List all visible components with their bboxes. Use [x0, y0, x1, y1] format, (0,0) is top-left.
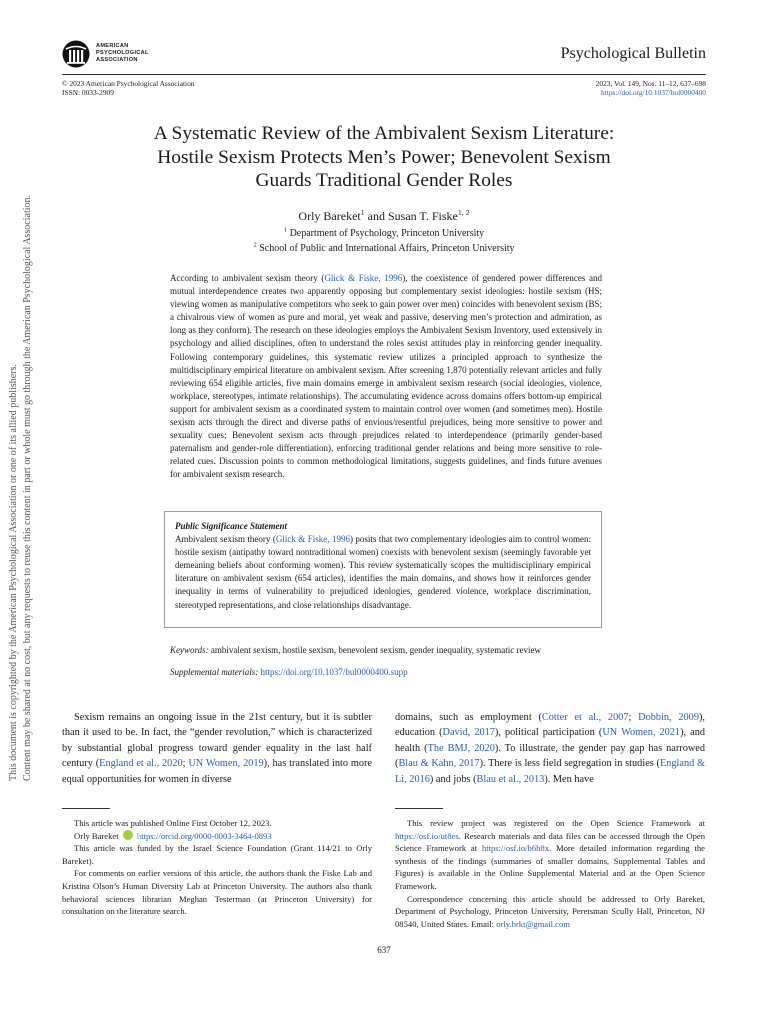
affiliation-marker: 2	[253, 241, 257, 249]
doi-link[interactable]: https://doi.org/10.1037/bul0000400	[601, 87, 706, 97]
publisher-line: ASSOCIATION	[96, 57, 138, 63]
orcid-note	[62, 830, 372, 843]
citation-link[interactable]: UN Women, 2021	[602, 727, 681, 739]
publisher-line: PSYCHOLOGICAL	[96, 50, 149, 56]
sidebar-line: Content may be shared at no cost, but any requests to reuse this content in part or whole must go through the American Psychological Association.	[22, 195, 33, 781]
significance-heading: Public Significance Statement	[175, 521, 287, 531]
footnote-text: Correspondence concerning this article should be addressed to Orly Bareket, Department of Psychology, Princeton University, Peretsman Scully Hall, Princeton, NJ 08540, United States. Email:	[395, 893, 705, 929]
journal-name: Psychological Bulletin	[560, 45, 706, 62]
body-text: ). There is less field segregation in studies (	[479, 758, 660, 770]
affiliation-marker: 1	[283, 226, 288, 234]
orcid-author: Orly Bareket	[74, 830, 119, 841]
copyright: © 2023 American Psychological Association	[62, 79, 195, 88]
footnote-divider	[62, 808, 110, 809]
keywords	[170, 645, 541, 655]
header-divider	[62, 74, 706, 75]
published-note: This article was published Online First October 12, 2023.	[74, 818, 272, 828]
affiliation-text: Department of Psychology, Princeton University	[289, 228, 485, 239]
body-text: ;	[182, 758, 189, 770]
correspondence-note	[395, 893, 705, 931]
citation-link[interactable]: England et al., 2020	[99, 758, 183, 770]
abstract-text: According to ambivalent sexism theory (	[170, 273, 325, 283]
apa-logo	[62, 40, 202, 70]
keywords-text: ambivalent sexism, hostile sexism, benevolent sexism, gender inequality, systematic review	[208, 645, 542, 655]
copyright-block	[62, 80, 194, 98]
author-joiner: and	[364, 209, 388, 223]
citation-link[interactable]: David, 2017	[442, 727, 495, 739]
body-text: ), political participation (	[494, 727, 603, 739]
affiliation-text: School of Public and International Affairs, Princeton University	[259, 243, 515, 254]
body-text: ). To illustrate, the gender pay gap has narrowed (	[395, 742, 705, 770]
significance-text	[175, 533, 591, 612]
citation-link[interactable]: Glick & Fiske, 1996	[324, 273, 403, 283]
publisher-name	[96, 43, 149, 64]
abstract	[170, 272, 602, 482]
footnote-text: . Research materials and data files can be accessed through the Open Science Framework at	[395, 830, 705, 854]
citation-link[interactable]: UN Women, 2019	[188, 758, 264, 770]
affiliation-marker: 1	[360, 208, 365, 217]
citation-link[interactable]: The BMJ, 2020	[427, 742, 495, 754]
abstract-text: ), the coexistence of gendered power differences and mutual interdependence creates two apparently opposing but complementary sexist ideologies: hostile sexism (HS; viewing women as manipulative competitors who seek to gain power over men) coincides with benevolent sexism (BS; a chivalrous view of women as pure and moral, yet weak and passive, deserving men’s protection and admiration, as long as they conform). The research on these ideologies employs the Ambivalent Sexism Inventory, used extensively in psychology and allied disciplines, often to understand the roles sexist attitudes play in reinforcing gender inequality. Following contemporary guidelines, this systematic review utilizes a principled approach to synthesize the multidisciplinary empirical literature on ambivalent sexism. After screening 1,870 potentially relevant articles and fully reviewing 654 eligible articles, five main domains emerge in ambivalent sexism research (social ideologies, violence, workplace, stereotypes, intimate relationships). The accumulating evidence across domains offers bottom-up empirical support for ambivalent sexism as a coordinated system to maintain control over women (and sometimes men). Hostile sexism acts through the direct and diverse paths of envious/resentful prejudices, being more sensitive to power and sexuality cues; Benevolent sexism acts through prejudices related to interdependence (primarily gender-based paternalism and gender-role differentiation), enforcing traditional gender relations and being more sensitive to role-related cues. Discussion points to common methodological limitations, suggests guidelines, and finds future avenues for ambivalent sexism research.	[170, 273, 602, 480]
author-name: Susan T. Fiske	[387, 209, 458, 223]
footnote-divider	[395, 808, 443, 809]
osf-link[interactable]: https://osf.io/ut8es	[395, 830, 459, 841]
body-column-right	[395, 710, 705, 787]
funding-note: This article was funded by the Israel Science Foundation (Grant 114/21 to Orly Bareket).	[62, 843, 372, 866]
author-line	[0, 209, 768, 224]
body-text: Sexism remains an ongoing issue in the 21st century, but it is subtler than it used to be. In fact, the “gender revolution,” which is characterized by substantial global progress toward gender equality in the last half century (	[62, 712, 372, 770]
significance-box	[164, 511, 602, 628]
supplemental-label: Supplemental materials:	[170, 667, 259, 677]
body-text: domains, such as employment (	[395, 712, 542, 723]
citation: 2023, Vol. 149, Nos. 11–12, 637–698	[595, 79, 706, 88]
copyright-sidebar	[7, 195, 35, 1024]
body-text: ), education (	[395, 712, 705, 739]
footnote-text: . More detailed information regarding the synthesis of the findings (summaries of smaller domains, Supplemental Tables and Figures) is available in the Online Supplemental Material and at the Open Science Framework.	[395, 843, 705, 891]
affiliation	[0, 228, 768, 239]
affiliation	[0, 243, 768, 254]
sidebar-line: This document is copyrighted by the American Psychological Association or one of its allied publishers.	[8, 364, 19, 781]
title-line: A Systematic Review of the Ambivalent Sexism Literature:	[153, 123, 615, 144]
citation-link[interactable]: Dobbin, 2009	[638, 712, 699, 723]
article-title	[80, 122, 688, 193]
significance-span: ) posits that two complementary ideologies aim to control women: hostile sexism (antipathy toward nontraditional women) coexists with benevolent sexism (seemingly favorable yet demeaning beliefs about conforming women). This review systematically scopes the multidisciplinary empirical literature on ambivalent sexism (654 articles), identifies the main domains, and shows how it reinforces gender inequality in terms of vulnerability to prejudiced ideologies, gendered violence, workplace discrimination, stereotyped representations, and close relationships disadvantage.	[175, 534, 592, 610]
email-link[interactable]: orly.brkt@gmail.com	[496, 918, 570, 929]
body-text: ;	[628, 712, 639, 723]
body-text: ), and health (	[395, 727, 706, 754]
issn: ISSN: 0033-2909	[62, 87, 114, 97]
registration-note	[395, 817, 705, 893]
apa-logo-icon	[62, 40, 90, 68]
body-column-left	[62, 710, 372, 787]
body-text: ), has translated into more equal opportunities for women in diverse	[62, 758, 372, 785]
citation-link[interactable]: Cotter et al., 2007	[541, 712, 629, 723]
citation-link[interactable]: Glick & Fiske, 1996	[275, 534, 350, 545]
acknowledgments-note: For comments on earlier versions of this article, the authors thank the Fiske Lab and Kristina Olson’s Human Diversity Lab at Princeton University. The authors also thank behavioral sciences librarian Meghan Testerman (at Princeton University) for consultation on the literature search.	[62, 868, 372, 917]
orcid-icon	[123, 830, 133, 840]
affiliation-marker: 1, 2	[457, 208, 470, 217]
page-number: 637	[377, 945, 391, 955]
supplemental-link[interactable]: https://doi.org/10.1037/bul0000400.supp	[260, 667, 408, 677]
body-text: ). Men have	[544, 773, 594, 785]
citation-block	[596, 80, 706, 98]
author-name: Orly Bareket	[298, 209, 361, 223]
footnote-text: This review project was registered on the Open Science Framework at	[407, 818, 705, 828]
body-text: ) and jobs (	[429, 773, 477, 785]
footnotes-left	[62, 817, 372, 918]
citation-link[interactable]: Blau & Kahn, 2017	[398, 758, 480, 770]
citation-link[interactable]: Blau et al., 2013	[476, 773, 545, 785]
publisher-line: AMERICAN	[96, 43, 129, 49]
title-line: Guards Traditional Gender Roles	[255, 170, 513, 191]
footnotes-right	[395, 817, 705, 930]
osf-link[interactable]: https://osf.io/b6h8x	[481, 843, 550, 854]
citation-link[interactable]: England & Li, 2016	[395, 758, 705, 785]
significance-span: Ambivalent sexism theory (	[175, 534, 276, 545]
supplemental-materials	[170, 667, 408, 677]
keywords-label: Keywords:	[170, 645, 209, 655]
orcid-link[interactable]: https://orcid.org/0000-0003-3464-0893	[136, 830, 272, 841]
title-line: Hostile Sexism Protects Men’s Power; Benevolent Sexism	[157, 146, 611, 168]
